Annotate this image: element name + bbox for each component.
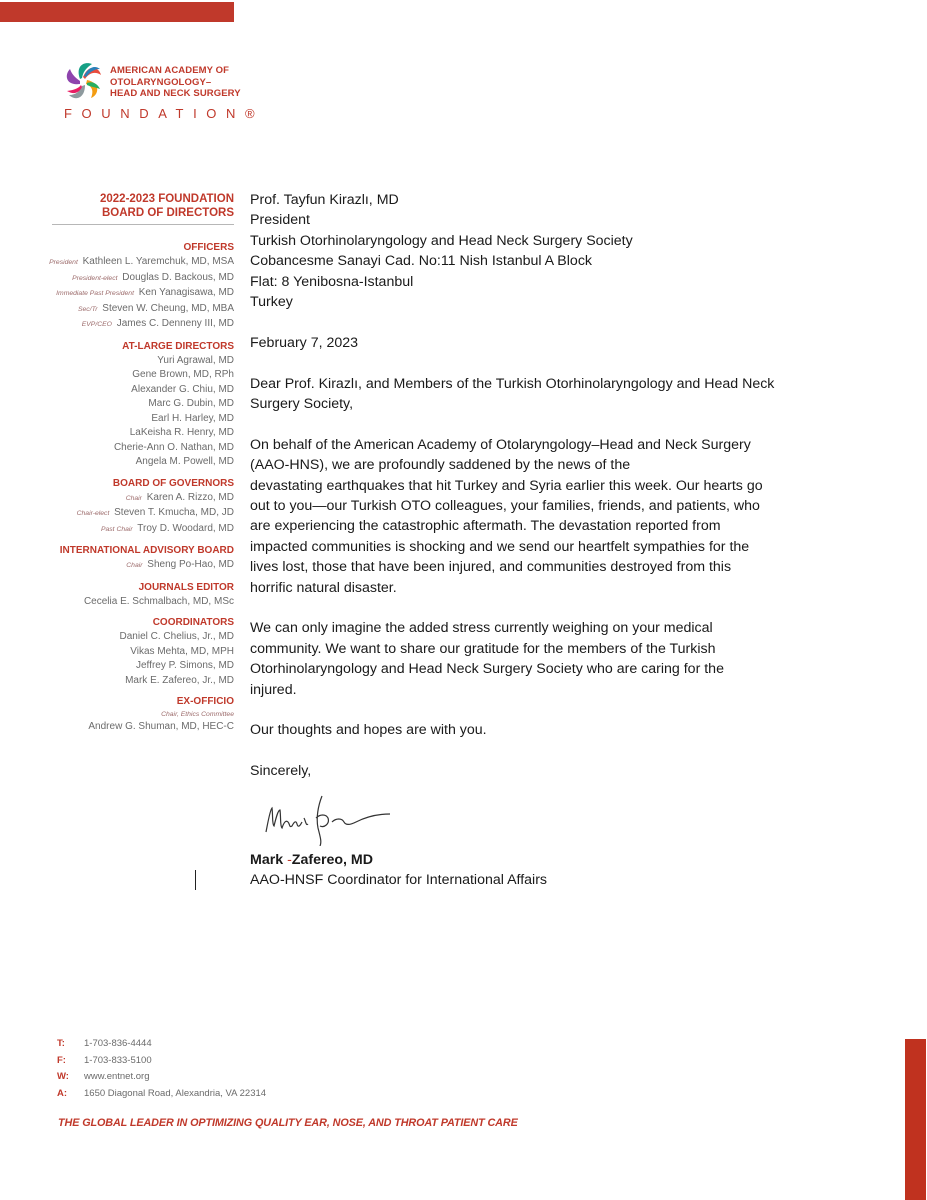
signer-title: AAO-HNSF Coordinator for International Affairs <box>250 872 548 889</box>
signer-first: Mark <box>250 851 288 868</box>
paragraph-thoughts: Our thoughts and hopes are with you. <box>250 722 487 739</box>
letter-body <box>250 190 850 891</box>
paragraph-line: injured. <box>250 681 297 698</box>
contact-info <box>57 1036 266 1102</box>
ex-officio-section <box>30 695 234 735</box>
member-role: Chair-elect <box>76 510 110 517</box>
paragraph-line: impacted communities is shocking and we send our heartfelt sympathies for the <box>250 538 750 555</box>
coordinator-member: Jeffrey P. Simons, MD <box>136 660 234 671</box>
member-name: Sheng Po-Hao, MD <box>147 559 234 570</box>
paragraph-line: horrific natural disaster. <box>250 579 397 596</box>
website-link[interactable]: www.entnet.org <box>84 1071 150 1083</box>
member-role: Chair <box>126 562 143 569</box>
member-role: EVP/CEO <box>81 321 112 328</box>
member-name: Steven T. Kmucha, MD, JD <box>114 507 234 518</box>
officer-member <box>30 317 234 333</box>
board-of-governors-section <box>30 477 234 538</box>
address-line: Cobancesme Sanayi Cad. No:11 Nish Istanbul A Block <box>250 253 593 270</box>
member-name: Troy D. Woodard, MD <box>137 522 234 534</box>
coordinator-member: Daniel C. Chelius, Jr., MD <box>119 631 234 642</box>
member-role: President-elect <box>72 274 118 282</box>
swirl-logo-icon <box>62 60 104 102</box>
paragraph-line: Otorhinolaryngology and Head Neck Surgery Society who are caring for the <box>250 661 724 678</box>
contact-phone <box>57 1036 266 1053</box>
contact-value: 1-703-836-4444 <box>84 1038 152 1049</box>
board-title-line-2: BOARD OF DIRECTORS <box>101 207 234 219</box>
officer-member <box>30 286 234 302</box>
governor-member <box>30 491 234 507</box>
top-accent-bar <box>0 2 234 22</box>
editor-member: Cecelia E. Schmalbach, MD, MSc <box>83 595 234 607</box>
paragraph-line: We can only imagine the added stress currently weighing on your medical <box>250 620 713 637</box>
contact-key: A: <box>57 1087 68 1099</box>
officer-member <box>30 255 234 271</box>
director-member: Angela M. Powell, MD <box>135 456 234 467</box>
signature-area <box>250 782 850 850</box>
paragraph-line: On behalf of the American Academy of Otolaryngology–Head and Neck Surgery <box>250 436 751 453</box>
officer-member <box>30 271 234 287</box>
contact-value: 1650 Diagonal Road, Alexandria, VA 22314 <box>84 1087 267 1099</box>
ex-officio-member: Andrew G. Shuman, MD, HEC-C <box>88 721 234 732</box>
footer-tagline: THE GLOBAL LEADER IN OPTIMIZING QUALITY EAR, NOSE, AND THROAT PATIENT CARE <box>58 1117 518 1129</box>
signer-mark: - <box>287 851 292 868</box>
letter-date: February 7, 2023 <box>250 334 359 351</box>
handwritten-signature <box>260 788 395 846</box>
contact-key: T: <box>57 1038 65 1049</box>
coordinator-member: Mark E. Zafereo, Jr., MD <box>125 674 234 686</box>
logo-line-1: AMERICAN ACADEMY OF <box>110 65 230 76</box>
member-role: President <box>49 259 78 266</box>
paragraph-line: community. We want to share our gratitude for the members of the Turkish <box>250 640 716 657</box>
director-member: Alexander G. Chiu, MD <box>131 383 234 395</box>
officer-member <box>30 302 234 318</box>
international-advisory-board-section <box>30 544 234 574</box>
member-role: Immediate Past President <box>56 290 134 297</box>
logo-wordmark <box>110 65 310 100</box>
address-line: Prof. Tayfun Kirazlı, MD <box>250 192 399 208</box>
contact-key: W: <box>57 1071 69 1083</box>
member-role: Past Chair <box>100 525 133 533</box>
paragraph-line: are experiencing the catastrophic aftermath. The devastation reported from <box>250 518 721 535</box>
member-name: James C. Denneny III, MD <box>116 318 234 329</box>
signer-last: Zafereo, MD <box>291 851 373 868</box>
coordinators-section <box>30 616 234 688</box>
officers-section <box>30 241 234 333</box>
member-name: Karen A. Rizzo, MD <box>146 491 234 503</box>
director-member: Cherie-Ann O. Nathan, MD <box>113 441 234 453</box>
salutation-line: Surgery Society, <box>250 396 354 413</box>
director-member: Marc G. Dubin, MD <box>148 398 234 409</box>
section-heading: AT-LARGE DIRECTORS <box>122 340 234 352</box>
contact-fax <box>57 1053 266 1070</box>
section-heading: INTERNATIONAL ADVISORY BOARD <box>59 545 234 556</box>
salutation-line: Dear Prof. Kirazlı, and Members of the Turkish Otorhinolaryngology and Head Neck <box>250 375 775 392</box>
member-role: Chair <box>125 494 142 502</box>
board-title-line-1: 2022-2023 FOUNDATION <box>100 193 234 205</box>
director-member: LaKeisha R. Henry, MD <box>129 427 234 438</box>
section-heading: OFFICERS <box>183 242 234 253</box>
director-member: Earl H. Harley, MD <box>151 412 234 424</box>
member-name: Ken Yanagisawa, MD <box>138 287 234 298</box>
section-heading: EX-OFFICIO <box>176 696 234 707</box>
board-divider <box>52 224 234 225</box>
logo-line-3: HEAD AND NECK SURGERY <box>110 88 241 99</box>
at-large-directors-section <box>30 340 234 470</box>
section-heading: COORDINATORS <box>152 617 234 628</box>
contact-web <box>57 1069 266 1086</box>
member-role: Sec/Tr <box>77 305 98 313</box>
contact-address <box>57 1086 266 1103</box>
paragraph-line: out to you—our Turkish OTO colleagues, your families, friends, and patients, who <box>250 498 760 515</box>
paragraph-line: (AAO-HNS), we are profoundly saddened by the news of the <box>250 457 631 474</box>
address-line: President <box>250 212 310 229</box>
governor-member <box>30 506 234 522</box>
address-line: Turkish Otorhinolaryngology and Head Neck Surgery Society <box>250 232 633 249</box>
signer-name <box>250 850 850 870</box>
closing: Sincerely, <box>250 763 312 780</box>
member-name: Steven W. Cheung, MD, MBA <box>102 302 234 314</box>
paragraph-condolence <box>250 435 850 598</box>
member-role: Chair, Ethics Committee <box>161 711 234 718</box>
side-accent-bar <box>905 1039 926 1200</box>
member-name: Kathleen L. Yaremchuk, MD, MSA <box>82 256 234 267</box>
paragraph-gratitude <box>250 618 850 700</box>
contact-value: 1-703-833-5100 <box>84 1054 152 1066</box>
address-line: Flat: 8 Yenibosna-Istanbul <box>250 273 414 290</box>
member-name: Douglas D. Backous, MD <box>122 271 234 283</box>
contact-key: F: <box>57 1054 66 1066</box>
advisory-member <box>30 558 234 574</box>
paragraph-line: lives lost, those that have been injured, and communities destroyed from this <box>250 559 732 576</box>
director-member: Gene Brown, MD, RPh <box>132 369 234 380</box>
board-of-directors <box>30 192 234 742</box>
governor-member <box>30 522 234 538</box>
recipient-address <box>250 190 850 312</box>
logo-line-2: OTOLARYNGOLOGY– <box>110 76 212 88</box>
logo-foundation: FOUNDATION® <box>64 106 265 121</box>
paragraph-line: devastating earthquakes that hit Turkey and Syria earlier this week. Our hearts go <box>250 477 763 494</box>
address-line: Turkey <box>250 294 293 311</box>
coordinator-member: Vikas Mehta, MD, MPH <box>130 645 234 657</box>
section-heading: BOARD OF GOVERNORS <box>112 477 234 489</box>
director-member: Yuri Agrawal, MD <box>157 354 234 366</box>
section-heading: JOURNALS EDITOR <box>138 581 234 593</box>
journals-editor-section <box>30 581 234 610</box>
text-cursor <box>195 870 196 890</box>
